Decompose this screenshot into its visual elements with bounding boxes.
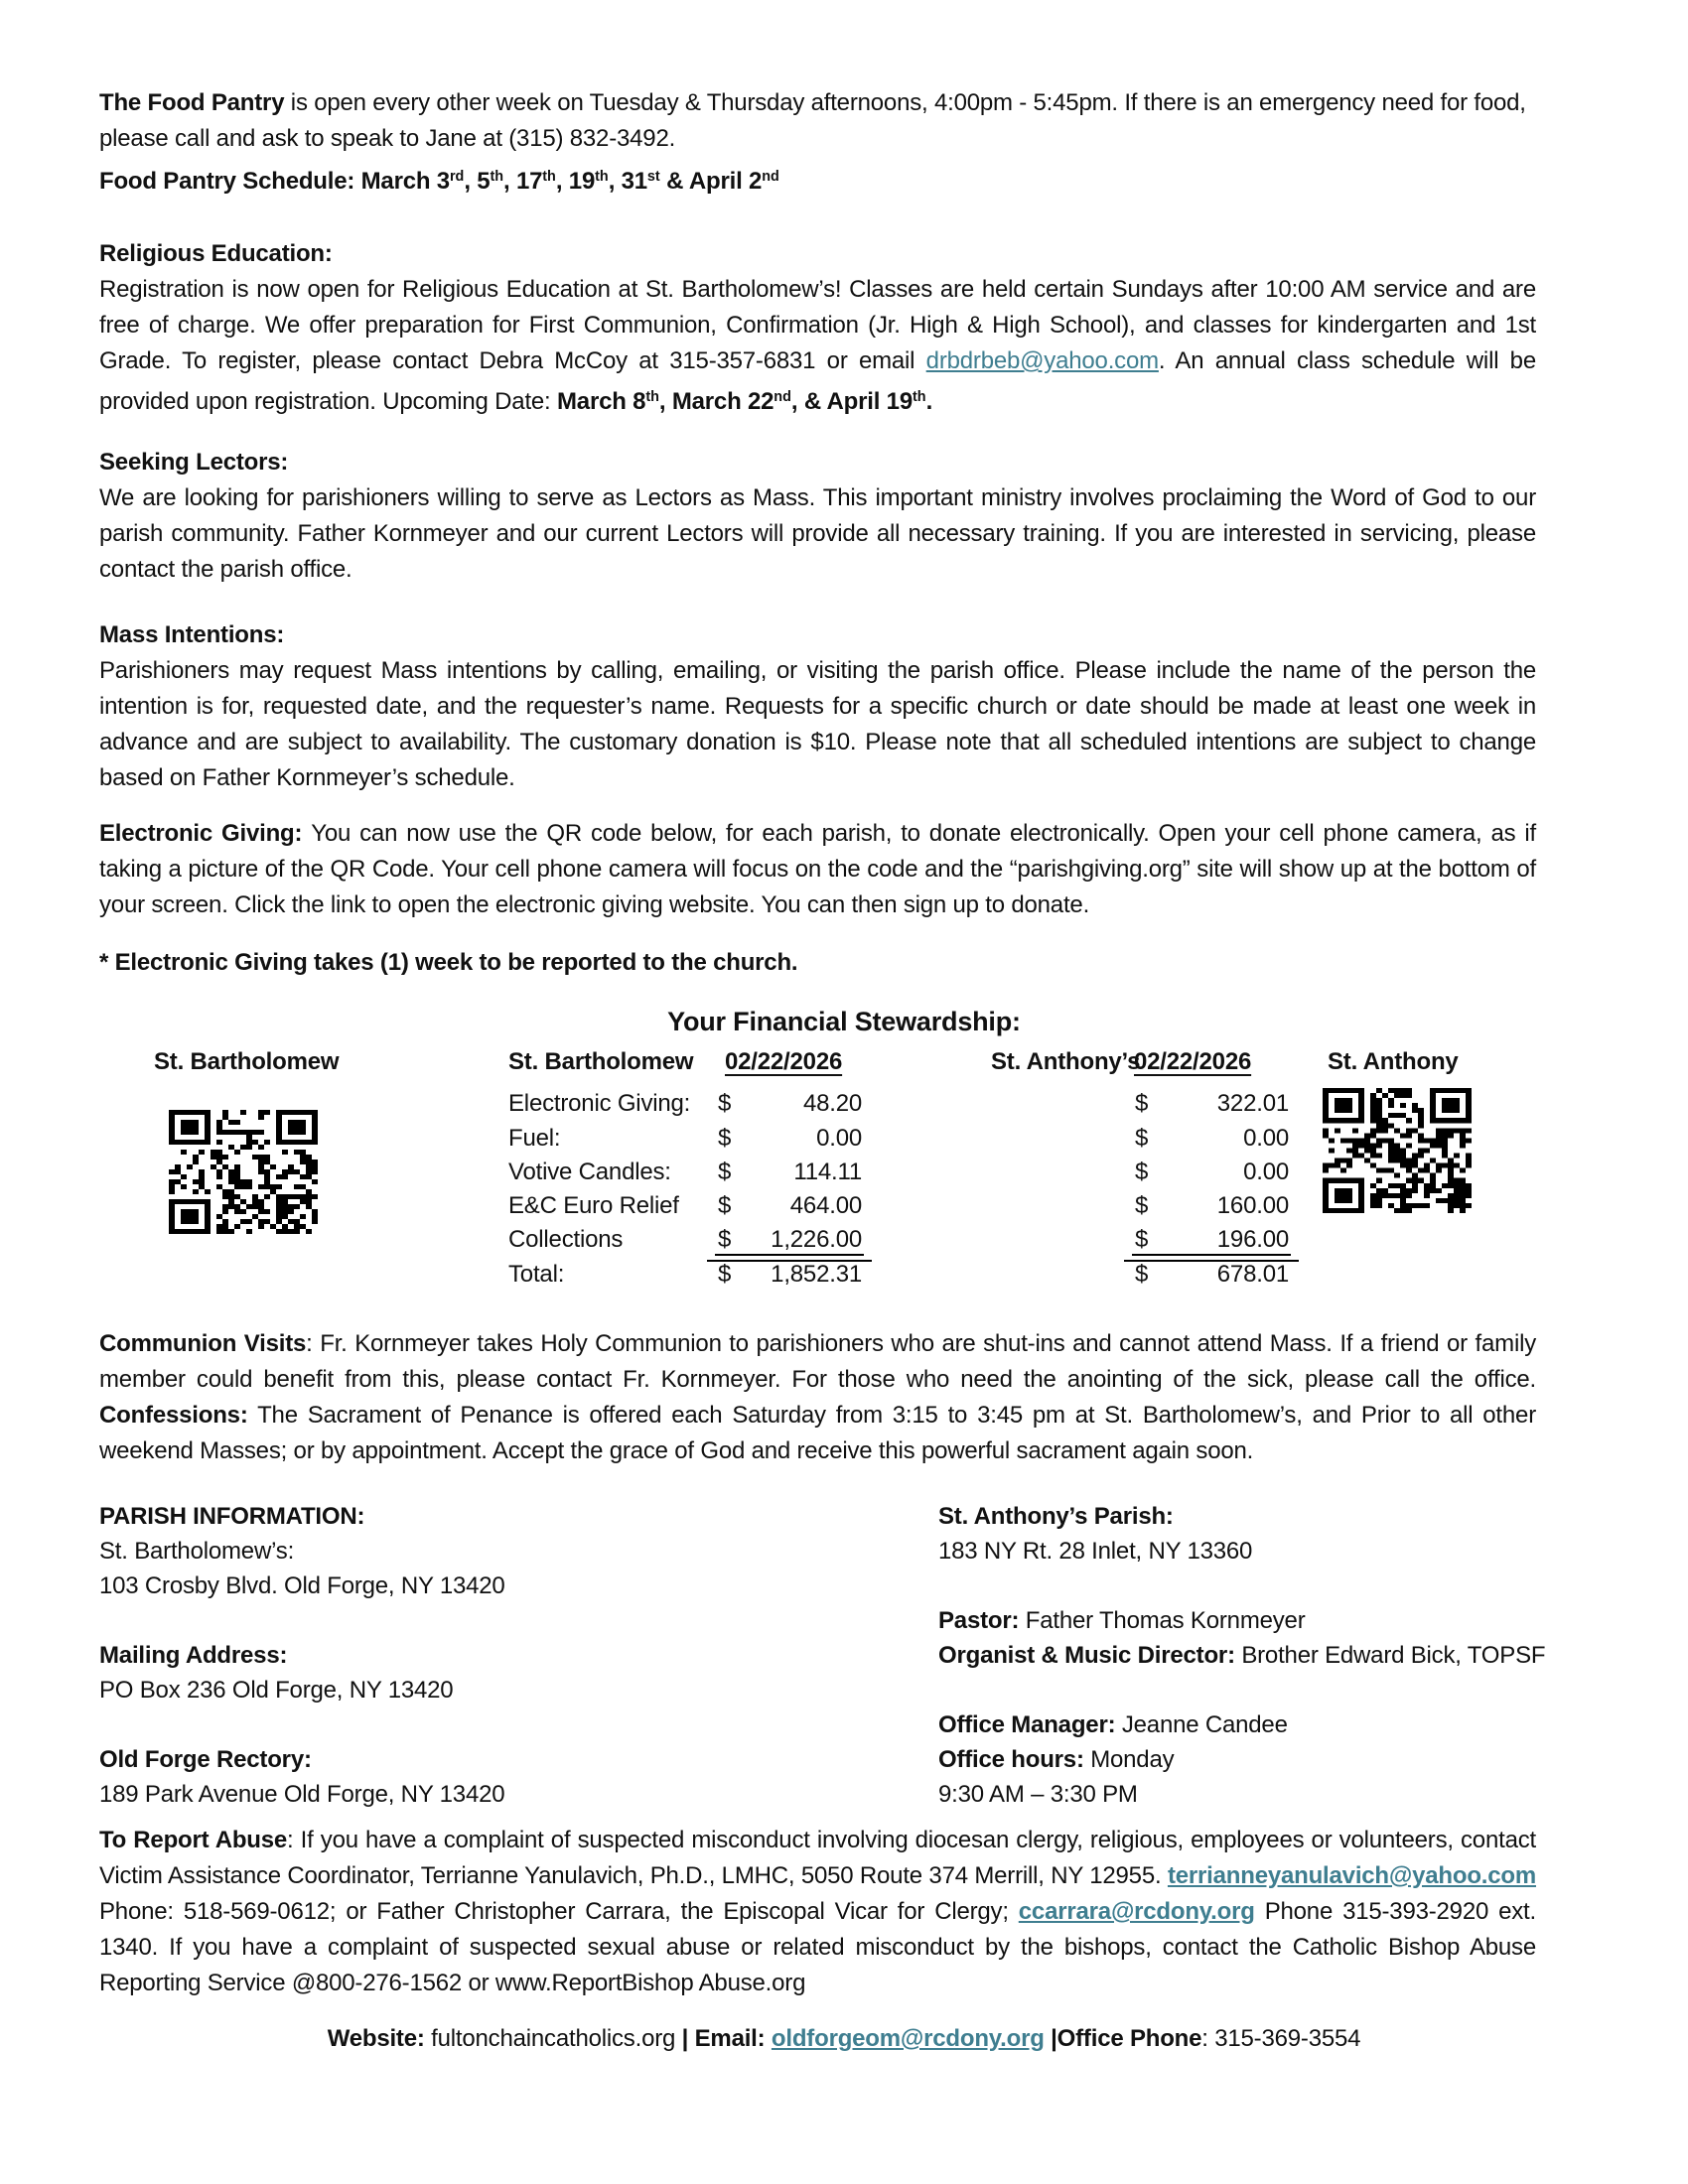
text-run: The Food Pantry xyxy=(99,89,285,116)
amount-st-bartholomew: 1,852.31 xyxy=(771,1261,862,1288)
text-run: Monday xyxy=(1090,1746,1175,1773)
text-run: Website: xyxy=(327,2025,432,2052)
vicar-email-link[interactable]: ccarrara@rcdony.org xyxy=(1018,1898,1255,1925)
text-run: 103 Crosby Blvd. Old Forge, NY 13420 xyxy=(99,1572,505,1599)
office-hours-line xyxy=(938,1742,1554,1777)
pastor-line xyxy=(938,1603,1554,1638)
electronic-giving-note xyxy=(99,945,1536,981)
organist-line xyxy=(938,1638,1554,1673)
text-run: Father Thomas Kornmeyer xyxy=(1025,1607,1306,1634)
food-pantry-paragraph xyxy=(99,85,1536,157)
text-run: |Office Phone xyxy=(1051,2025,1202,2052)
text-run: St. Anthony’s Parish: xyxy=(938,1503,1174,1530)
communion-visits-paragraph xyxy=(99,1326,1536,1469)
footer-contact-line xyxy=(99,2021,1589,2057)
text-run: th xyxy=(912,389,926,405)
currency-symbol: $ xyxy=(1135,1159,1149,1185)
text-run: Organist & Music Director: xyxy=(938,1642,1242,1669)
amount-st-bartholomew: 0.00 xyxy=(816,1125,862,1152)
row-label: Fuel: xyxy=(508,1125,561,1152)
stewardship-col2-date: 02/22/2026 xyxy=(1134,1048,1252,1075)
stewardship-col1-date: 02/22/2026 xyxy=(725,1048,843,1075)
text-run: Registration is now open for Religious Education at St. Bartholomew’s! Classes are held certain Sundays after 10:00 AM service and are free of charge. We offer preparation for First Communion, Confirmation (Jr. High & High School), and classes for kindergarten and 1st Grade. To register, please contact Debra McCoy at 315-357-6831 or email xyxy=(99,276,1536,374)
parish-info-heading xyxy=(99,1499,715,1534)
text-run: Jeanne Candee xyxy=(1121,1711,1288,1738)
religious-education-heading: Religious Education: xyxy=(99,240,333,267)
total-rule-left xyxy=(707,1232,872,1262)
text-run: Communion Visits xyxy=(99,1330,307,1357)
religious-ed-email-link[interactable]: drbdrbeb@yahoo.com xyxy=(925,347,1159,374)
currency-symbol: $ xyxy=(1135,1226,1149,1253)
currency-symbol: $ xyxy=(718,1261,732,1288)
amount-st-bartholomew: 464.00 xyxy=(789,1192,862,1219)
amount-st-anthonys: 678.01 xyxy=(1216,1261,1289,1288)
stewardship-row-fuel xyxy=(0,1125,1688,1159)
text-run: th xyxy=(645,389,659,405)
text-run: th xyxy=(542,169,556,185)
text-run: : Fr. Kornmeyer takes Holy Communion to parishioners who are shut-ins and cannot attend Mass. If a friend or family member could benefit from this, please contact Fr. Kornmeyer. For those who need the anointing of the sick, please call the office. xyxy=(99,1330,1537,1393)
stewardship-row-votive-candles xyxy=(0,1159,1688,1192)
spacer-line xyxy=(99,1603,715,1638)
text-run: , 17 xyxy=(503,167,543,195)
stewardship-row-electronic-giving xyxy=(0,1090,1688,1124)
text-run: , March 22 xyxy=(658,387,774,415)
stewardship-row-euro-relief xyxy=(0,1192,1688,1226)
text-run: | Email: xyxy=(681,2025,772,2052)
spacer-line xyxy=(99,1707,715,1742)
text-run: March 8 xyxy=(557,387,646,415)
currency-symbol: $ xyxy=(718,1159,732,1185)
amount-st-anthonys: 160.00 xyxy=(1216,1192,1289,1219)
text-run: The Sacrament of Penance is offered each Saturday from 3:15 to 3:45 pm at St. Bartholomew’s, and Prior to all other weekend Masses; or by appointment. Accept the grace of God and receive this powerful sacrament again soon. xyxy=(99,1402,1536,1464)
amount-st-bartholomew: 114.11 xyxy=(793,1159,862,1185)
row-label: Collections xyxy=(508,1226,624,1253)
text-run: 183 NY Rt. 28 Inlet, NY 13360 xyxy=(938,1538,1253,1565)
currency-symbol: $ xyxy=(718,1090,732,1117)
spacer-line xyxy=(938,1569,1554,1603)
text-run: Phone: 518-569-0612; or Father Christopher Carrara, the Episcopal Vicar for Clergy; xyxy=(99,1898,1019,1925)
text-run: Pastor: xyxy=(938,1607,1026,1634)
amount-st-anthonys: 0.00 xyxy=(1243,1159,1289,1185)
mass-intentions-paragraph xyxy=(99,653,1536,796)
seeking-lectors-paragraph xyxy=(99,480,1536,588)
currency-symbol: $ xyxy=(718,1226,732,1253)
st-bartholomews-label xyxy=(99,1534,715,1569)
parish-info-left-column xyxy=(99,1499,715,1812)
text-run: & April 2 xyxy=(659,167,763,195)
office-email-link[interactable]: oldforgeom@rcdony.org xyxy=(771,2025,1045,2052)
religious-education-paragraph xyxy=(99,272,1536,420)
office-hours-time xyxy=(938,1777,1554,1812)
total-rule-right xyxy=(1124,1232,1299,1262)
text-run: To Report Abuse xyxy=(99,1827,288,1853)
text-run: Old Forge Rectory: xyxy=(99,1746,312,1773)
text-run: 189 Park Avenue Old Forge, NY 13420 xyxy=(99,1781,505,1808)
text-run: We are looking for parishioners willing to serve as Lectors as Mass. This important ministry involves proclaiming the Word of God to our parish community. Father Kornmeyer and our current Lectors will provide all necessary training. If you are interested in servicing, please contact the parish office. xyxy=(99,484,1536,583)
stewardship-right-qr-label: St. Anthony xyxy=(1328,1048,1459,1075)
stewardship-col1-header: St. Bartholomew xyxy=(508,1048,694,1075)
currency-symbol: $ xyxy=(1135,1090,1149,1117)
office-manager-line xyxy=(938,1707,1554,1742)
mailing-address-heading xyxy=(99,1638,715,1673)
row-label: Votive Candles: xyxy=(508,1159,671,1185)
stewardship-left-qr-label: St. Bartholomew xyxy=(154,1048,340,1075)
text-run: rd xyxy=(449,169,465,185)
text-run: th xyxy=(595,169,609,185)
text-run: Phone 315-393-2920 ext. 1340. If you have a complaint of suspected sexual abuse or related misconduct by the bishops, contact the Catholic Bishop Abuse Reporting Service @800-276-1562 or www.ReportBishop Abuse.org xyxy=(99,1898,1536,1996)
text-run: : 315-369-3554 xyxy=(1201,2025,1361,2052)
text-run: , 5 xyxy=(464,167,491,195)
text-run: fultonchaincatholics.org xyxy=(431,2025,682,2052)
stewardship-col2-header: St. Anthony’s xyxy=(991,1048,1141,1075)
currency-symbol: $ xyxy=(718,1125,732,1152)
amount-st-bartholomew: 48.20 xyxy=(802,1090,862,1117)
text-run: Office Manager: xyxy=(938,1711,1122,1738)
text-run: , & April 19 xyxy=(790,387,913,415)
text-run: . An annual class schedule will be provided upon registration. Upcoming Date: xyxy=(99,347,1536,415)
text-run: , 31 xyxy=(608,167,647,195)
text-run: Confessions: xyxy=(99,1402,248,1429)
text-run: PARISH INFORMATION: xyxy=(99,1503,365,1530)
currency-symbol: $ xyxy=(1135,1125,1149,1152)
text-run: Parishioners may request Mass intentions by calling, emailing, or visiting the parish office. Please include the name of the person the intention is for, requested date, and the requester’s name. Requests for a specific church or date should be made at least one week in advance and are subject to availability. The customary donation is $10. Please note that all scheduled intentions are subject to change based on Father Kornmeyer’s schedule. xyxy=(99,657,1536,791)
row-label: Electronic Giving: xyxy=(508,1090,691,1117)
report-abuse-paragraph xyxy=(99,1823,1536,2001)
text-run: PO Box 236 Old Forge, NY 13420 xyxy=(99,1677,454,1704)
stewardship-row-total xyxy=(0,1261,1688,1295)
st-anthonys-parish-heading xyxy=(938,1499,1554,1534)
food-pantry-schedule xyxy=(99,159,1536,200)
text-run: 9:30 AM – 3:30 PM xyxy=(938,1781,1138,1808)
row-label: E&C Euro Relief xyxy=(508,1192,679,1219)
text-run: . xyxy=(925,387,933,415)
electronic-giving-paragraph xyxy=(99,816,1536,923)
text-run: : If you have a complaint of suspected misconduct involving diocesan clergy, religious, employees or volunteers, contact Victim Assistance Coordinator, Terrianne Yanulavich, Ph.D., LMHC, 5050 Route 374 Merrill, NY 12955. xyxy=(99,1827,1536,1889)
rectory-address xyxy=(99,1777,715,1812)
currency-symbol: $ xyxy=(718,1192,732,1219)
amount-st-anthonys: 322.01 xyxy=(1216,1090,1289,1117)
st-bartholomews-address xyxy=(99,1569,715,1603)
currency-symbol: $ xyxy=(1135,1192,1149,1219)
row-label: Total: xyxy=(508,1261,565,1288)
text-run: You can now use the QR code below, for each parish, to donate electronically. Open your cell phone camera, as if taking a picture of the QR Code. Your cell phone camera will focus on the code and the “parishgiving.org” site will show up at the bottom of your screen. Click the link to open the electronic giving website. You can then sign up to donate. xyxy=(99,820,1536,918)
stewardship-title: Your Financial Stewardship: xyxy=(667,1007,1021,1036)
st-anthonys-address xyxy=(938,1534,1554,1569)
mass-intentions-heading: Mass Intentions: xyxy=(99,621,285,648)
currency-symbol: $ xyxy=(1135,1261,1149,1288)
text-run: is open every other week on Tuesday & Thursday afternoons, 4:00pm - 5:45pm. If there is an emergency need for food, please call and ask to speak to Jane at (315) 832-3492. xyxy=(99,89,1526,152)
seeking-lectors-heading: Seeking Lectors: xyxy=(99,449,289,476)
rectory-heading xyxy=(99,1742,715,1777)
text-run: Mailing Address: xyxy=(99,1642,288,1669)
text-run: nd xyxy=(762,169,779,185)
amount-st-anthonys: 0.00 xyxy=(1243,1125,1289,1152)
text-run: , 19 xyxy=(555,167,596,195)
text-run: * Electronic Giving takes (1) week to be reported to the church. xyxy=(99,949,798,976)
text-run: Brother Edward Bick, TOPSF xyxy=(1241,1642,1546,1669)
text-run: Office hours: xyxy=(938,1746,1091,1773)
amount-st-bartholomew: 1,226.00 xyxy=(771,1226,862,1253)
mailing-address xyxy=(99,1673,715,1707)
parish-info-right-column xyxy=(938,1499,1554,1812)
text-run: Electronic Giving: xyxy=(99,820,312,847)
text-run: St. Bartholomew’s: xyxy=(99,1538,295,1565)
text-run: st xyxy=(646,169,660,185)
spacer-line xyxy=(938,1673,1554,1707)
text-run: Food Pantry Schedule: March 3 xyxy=(99,167,450,195)
abuse-coordinator-email-link[interactable]: terrianneyanulavich@yahoo.com xyxy=(1167,1862,1536,1889)
text-run: th xyxy=(490,169,504,185)
text-run: nd xyxy=(774,389,791,405)
amount-st-anthonys: 196.00 xyxy=(1216,1226,1289,1253)
